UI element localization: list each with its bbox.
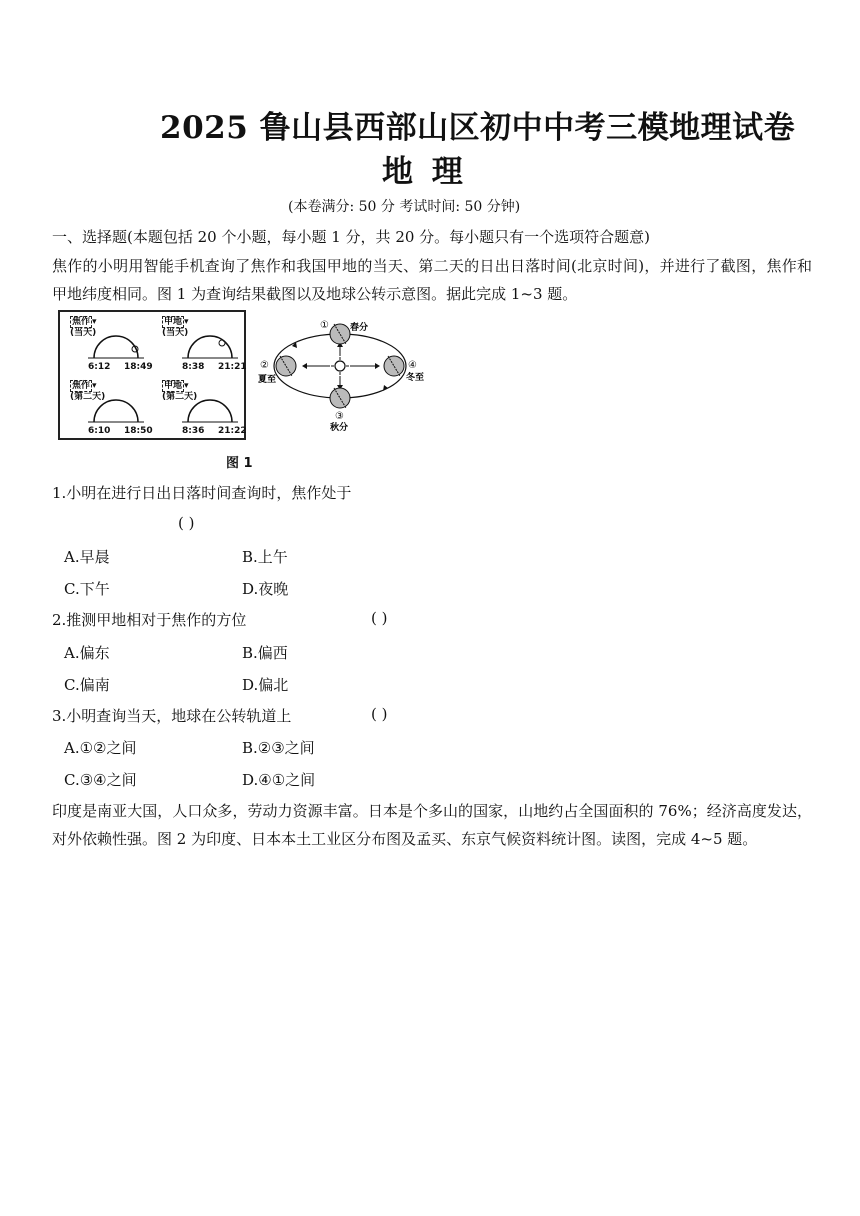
option-d: D.夜晚 [242,580,289,598]
figure-caption: 图 1 [226,456,253,471]
sunrise-time: 8:36 [182,426,205,436]
panel-location: 焦作 ▾ (当天) [70,317,97,338]
option-a: A.偏东 [64,644,110,662]
option-b: B.偏西 [242,644,288,662]
option-a: A.早晨 [64,548,110,566]
option-a: A.①②之间 [64,739,137,757]
exam-meta: (本卷满分: 50 分 考试时间: 50 分钟) [288,199,521,215]
option-c: C.③④之间 [64,771,137,789]
question-intro: 焦作的小明用智能手机查询了焦作和我国甲地的当天、第二天的日出日落时间(北京时间)，并进行了截图，焦作和甲地纬度相同。图 1 为查询结果截图以及地球公转示意图。据此完成 1~3 题。 [52,257,812,303]
orbit-label-1: ① [320,320,329,331]
earth-icon [330,388,350,408]
earth-icon [330,324,350,344]
subject-title: 地 理 [382,154,467,190]
earth-icon [276,356,296,376]
orbit-label-spring: 春分 [350,323,369,333]
earth-revolution-diagram [256,316,432,432]
panel-location: 焦作 ▾ (第二天) [70,381,106,402]
sunrise-sunset-screenshot [58,310,246,440]
answer-blank: ( ) [178,514,195,532]
sun-arc [182,398,238,424]
orbit-label-3: ③ [335,411,344,422]
option-c: C.偏南 [64,676,110,694]
answer-blank: ( ) [371,609,388,627]
exam-title: 2025 鲁山县西部山区初中中考三模地理试卷 [160,110,796,146]
section-heading: 一、选择题(本题包括 20 个小题，每小题 1 分，共 20 分。每小题只有一个选项符合题意) [52,228,651,246]
sunset-time: 21:22 [218,426,247,436]
sunrise-time: 6:10 [88,426,111,436]
sun-arc [88,398,144,424]
sun-icon [331,357,349,375]
question-stem: 3.小明查询当天，地球在公转轨道上 [52,707,292,725]
sunset-time: 21:21 [218,362,247,372]
panel-location: 甲地 ▾ (第二天) [162,381,198,402]
panel-location: 甲地 ▾ (当天) [162,317,189,338]
earth-icon [384,356,404,376]
question-stem: 1.小明在进行日出日落时间查询时，焦作处于 [52,484,352,502]
sunset-time: 18:49 [124,362,153,372]
passage-india-japan: 印度是南亚大国，人口众多，劳动力资源丰富。日本是个多山的国家，山地约占全国面积的 76%；经济高度发达，对外依赖性强。图 2 为印度、日本本土工业区分布图及孟买、东京气候资料统计图。读图，完成 4~5 题。 [52,802,812,848]
option-d: D.偏北 [242,676,289,694]
orbit-label-autumn: 秋分 [330,423,349,432]
sun-arc [182,334,238,360]
option-b: B.上午 [242,548,288,566]
sunrise-time: 8:38 [182,362,205,372]
option-c: C.下午 [64,580,110,598]
sun-arc [88,334,144,360]
orbit-label-2: ② [260,360,269,371]
option-d: D.④①之间 [242,771,316,789]
question-stem: 2.推测甲地相对于焦作的方位 [52,611,247,629]
orbit-label-winter: 冬至 [406,373,425,383]
answer-blank: ( ) [371,705,388,723]
orbit-label-4: ④ [408,360,417,371]
sunset-time: 18:50 [124,426,153,436]
option-b: B.②③之间 [242,739,315,757]
sunrise-time: 6:12 [88,362,111,372]
orbit-label-summer: 夏至 [258,375,277,385]
